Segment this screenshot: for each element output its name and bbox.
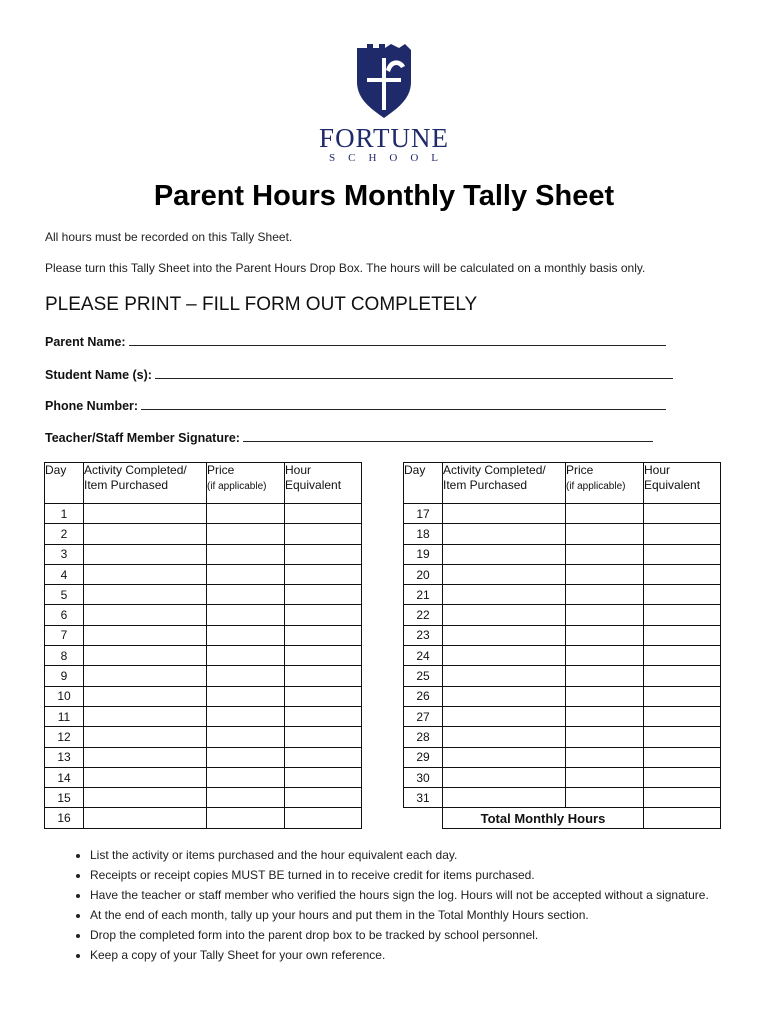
hour-cell[interactable] <box>285 788 362 808</box>
hour-cell[interactable] <box>644 747 721 767</box>
hour-cell[interactable] <box>285 747 362 767</box>
table-row <box>45 646 362 666</box>
activity-cell[interactable] <box>84 524 207 544</box>
table-row <box>45 686 362 706</box>
price-cell[interactable] <box>207 767 285 787</box>
shield-icon <box>355 44 413 118</box>
list-item: • At the end of each month, tally up your hours and put them in the Total Monthly Hours section. <box>90 905 740 925</box>
hour-cell[interactable] <box>644 504 721 524</box>
price-cell[interactable] <box>207 524 285 544</box>
table-row <box>45 524 362 544</box>
table-row <box>45 605 362 625</box>
parent-name-label: Parent Name: <box>45 335 126 349</box>
table-header-row <box>404 463 721 504</box>
price-cell[interactable] <box>566 747 644 767</box>
hour-cell[interactable] <box>285 605 362 625</box>
signature-field[interactable] <box>45 429 653 445</box>
price-cell[interactable] <box>566 605 644 625</box>
table-row <box>45 544 362 564</box>
hour-cell[interactable] <box>285 686 362 706</box>
day-number-cell: 6 <box>45 605 84 625</box>
price-cell[interactable] <box>566 524 644 544</box>
activity-cell[interactable] <box>443 524 566 544</box>
hour-cell[interactable] <box>285 524 362 544</box>
day-number-cell: 28 <box>404 727 443 747</box>
day-number-cell: 27 <box>404 706 443 726</box>
price-cell[interactable] <box>566 767 644 787</box>
price-cell[interactable] <box>207 747 285 767</box>
hour-cell[interactable] <box>644 767 721 787</box>
hour-cell[interactable] <box>285 504 362 524</box>
hour-cell[interactable] <box>285 544 362 564</box>
student-name-field[interactable] <box>45 366 673 382</box>
day-number-cell: 17 <box>404 504 443 524</box>
list-item: • Keep a copy of your Tally Sheet for your own reference. <box>90 945 740 965</box>
price-cell[interactable] <box>566 625 644 645</box>
activity-cell[interactable] <box>443 727 566 747</box>
day-number-cell: 23 <box>404 625 443 645</box>
table-row <box>404 585 721 605</box>
price-cell[interactable] <box>207 788 285 808</box>
activity-cell[interactable] <box>84 625 207 645</box>
intro-text-2: Please turn this Tally Sheet into the Parent Hours Drop Box. The hours will be calculated on a monthly basis only. <box>45 261 646 275</box>
activity-cell[interactable] <box>443 706 566 726</box>
table-header-row <box>45 463 362 504</box>
day-number-cell: 18 <box>404 524 443 544</box>
total-row <box>404 808 721 828</box>
hour-cell[interactable] <box>285 564 362 584</box>
price-cell[interactable] <box>207 646 285 666</box>
activity-header: Activity Completed/ Item Purchased <box>84 463 207 504</box>
phone-number-line[interactable] <box>141 397 666 410</box>
table-row <box>45 808 362 828</box>
activity-cell[interactable] <box>443 585 566 605</box>
logo-subtitle: SCHOOL <box>328 152 451 164</box>
activity-cell[interactable] <box>443 788 566 808</box>
day-number-cell: 19 <box>404 544 443 564</box>
day-number-cell: 14 <box>45 767 84 787</box>
hour-cell[interactable] <box>285 585 362 605</box>
hour-cell[interactable] <box>644 605 721 625</box>
day-number-cell: 12 <box>45 727 84 747</box>
price-cell[interactable] <box>566 706 644 726</box>
day-number-cell: 4 <box>45 564 84 584</box>
table-row <box>404 747 721 767</box>
student-name-line[interactable] <box>155 366 673 379</box>
day-number-cell: 15 <box>45 788 84 808</box>
price-cell[interactable] <box>566 504 644 524</box>
table-row <box>45 747 362 767</box>
day-number-cell: 22 <box>404 605 443 625</box>
price-cell[interactable] <box>207 666 285 686</box>
day-number-cell: 25 <box>404 666 443 686</box>
parent-name-line[interactable] <box>129 333 666 346</box>
table-row <box>404 544 721 564</box>
hour-cell[interactable] <box>644 666 721 686</box>
table-row <box>404 767 721 787</box>
price-header: Price (if applicable) <box>207 463 285 504</box>
price-cell[interactable] <box>207 625 285 645</box>
table-row <box>45 727 362 747</box>
day-number-cell: 11 <box>45 706 84 726</box>
day-header: Day <box>404 463 443 504</box>
activity-cell[interactable] <box>84 686 207 706</box>
day-number-cell: 1 <box>45 504 84 524</box>
logo-name: FORTUNE <box>319 123 449 153</box>
table-row <box>45 625 362 645</box>
activity-cell[interactable] <box>84 504 207 524</box>
table-row <box>404 686 721 706</box>
table-row <box>45 564 362 584</box>
hour-cell[interactable] <box>644 686 721 706</box>
day-number-cell: 13 <box>45 747 84 767</box>
day-number-cell: 30 <box>404 767 443 787</box>
hour-cell[interactable] <box>644 524 721 544</box>
day-number-cell: 10 <box>45 686 84 706</box>
tally-table-left <box>44 462 362 829</box>
day-number-cell: 21 <box>404 585 443 605</box>
table-row <box>404 504 721 524</box>
day-number-cell: 26 <box>404 686 443 706</box>
day-number-cell: 16 <box>45 808 84 828</box>
price-cell[interactable] <box>207 686 285 706</box>
page-title: Parent Hours Monthly Tally Sheet <box>153 180 615 212</box>
parent-name-field[interactable] <box>45 333 666 349</box>
activity-cell[interactable] <box>84 706 207 726</box>
hour-cell[interactable] <box>644 585 721 605</box>
price-cell[interactable] <box>566 788 644 808</box>
hour-cell[interactable] <box>285 727 362 747</box>
activity-cell[interactable] <box>84 808 207 828</box>
table-row <box>45 706 362 726</box>
day-number-cell: 5 <box>45 585 84 605</box>
activity-cell[interactable] <box>443 544 566 564</box>
activity-cell[interactable] <box>84 564 207 584</box>
price-cell[interactable] <box>566 544 644 564</box>
activity-cell[interactable] <box>443 666 566 686</box>
price-cell[interactable] <box>207 727 285 747</box>
table-row <box>404 564 721 584</box>
price-cell[interactable] <box>566 686 644 706</box>
day-number-cell: 29 <box>404 747 443 767</box>
list-item: • Have the teacher or staff member who verified the hours sign the log. Hours will not be accepted without a signature. <box>90 885 740 905</box>
price-cell[interactable] <box>207 564 285 584</box>
price-cell[interactable] <box>207 605 285 625</box>
price-cell[interactable] <box>207 504 285 524</box>
day-number-cell: 8 <box>45 646 84 666</box>
table-row <box>404 666 721 686</box>
day-number-cell: 31 <box>404 788 443 808</box>
phone-number-label: Phone Number: <box>45 399 139 413</box>
hour-cell[interactable] <box>285 625 362 645</box>
table-row <box>45 666 362 686</box>
list-item: • Drop the completed form into the parent drop box to be tracked by school personnel. <box>90 925 740 945</box>
tally-table-right <box>403 462 721 829</box>
hour-cell[interactable] <box>644 544 721 564</box>
activity-cell[interactable] <box>443 686 566 706</box>
activity-cell[interactable] <box>443 646 566 666</box>
table-row <box>404 605 721 625</box>
price-cell[interactable] <box>566 727 644 747</box>
day-number-cell: 7 <box>45 625 84 645</box>
price-cell[interactable] <box>566 585 644 605</box>
table-row <box>45 767 362 787</box>
table-row <box>404 788 721 808</box>
activity-cell[interactable] <box>84 747 207 767</box>
activity-cell[interactable] <box>84 544 207 564</box>
price-cell[interactable] <box>566 564 644 584</box>
table-row <box>404 625 721 645</box>
hour-cell[interactable] <box>644 646 721 666</box>
activity-cell[interactable] <box>443 767 566 787</box>
activity-header: Activity Completed/ Item Purchased <box>443 463 566 504</box>
day-number-cell: 24 <box>404 646 443 666</box>
list-item: • Receipts or receipt copies MUST BE turned in to receive credit for items purchased. <box>90 865 740 885</box>
total-blank-cell <box>404 808 443 828</box>
activity-cell[interactable] <box>84 666 207 686</box>
price-cell[interactable] <box>207 706 285 726</box>
activity-cell[interactable] <box>84 605 207 625</box>
signature-label: Teacher/Staff Member Signature: <box>45 431 240 445</box>
activity-cell[interactable] <box>443 504 566 524</box>
activity-cell[interactable] <box>84 727 207 747</box>
print-instruction-heading: PLEASE PRINT – FILL FORM OUT COMPLETELY <box>45 294 478 315</box>
activity-cell[interactable] <box>443 564 566 584</box>
day-number-cell: 20 <box>404 564 443 584</box>
hour-cell[interactable] <box>285 646 362 666</box>
hour-cell[interactable] <box>644 727 721 747</box>
table-row <box>45 585 362 605</box>
activity-cell[interactable] <box>84 767 207 787</box>
hour-cell[interactable] <box>285 767 362 787</box>
price-cell[interactable] <box>207 585 285 605</box>
activity-cell[interactable] <box>443 625 566 645</box>
student-name-label: Student Name (s): <box>45 368 152 382</box>
activity-cell[interactable] <box>443 605 566 625</box>
list-item: • List the activity or items purchased and the hour equivalent each day. <box>90 845 740 865</box>
hour-cell[interactable] <box>644 625 721 645</box>
day-header: Day <box>45 463 84 504</box>
hour-header: Hour Equivalent <box>285 463 362 504</box>
total-hours-cell[interactable] <box>644 808 721 828</box>
hour-cell[interactable] <box>644 564 721 584</box>
total-monthly-hours-label: Total Monthly Hours <box>443 808 644 828</box>
hour-cell[interactable] <box>285 808 362 828</box>
price-cell[interactable] <box>207 544 285 564</box>
table-row <box>404 646 721 666</box>
activity-cell[interactable] <box>84 788 207 808</box>
price-cell[interactable] <box>566 666 644 686</box>
day-number-cell: 3 <box>45 544 84 564</box>
table-row <box>45 788 362 808</box>
price-cell[interactable] <box>566 646 644 666</box>
price-cell[interactable] <box>207 808 285 828</box>
intro-text-1: All hours must be recorded on this Tally Sheet. <box>45 230 293 244</box>
table-row <box>45 504 362 524</box>
school-logo <box>0 44 768 164</box>
activity-cell[interactable] <box>84 585 207 605</box>
hour-header: Hour Equivalent <box>644 463 721 504</box>
hour-cell[interactable] <box>285 706 362 726</box>
table-row <box>404 524 721 544</box>
activity-cell[interactable] <box>443 747 566 767</box>
day-number-cell: 9 <box>45 666 84 686</box>
phone-number-field[interactable] <box>45 397 666 413</box>
hour-cell[interactable] <box>644 788 721 808</box>
hour-cell[interactable] <box>644 706 721 726</box>
table-row <box>404 727 721 747</box>
instructions-list <box>62 845 740 965</box>
hour-cell[interactable] <box>285 666 362 686</box>
table-row <box>404 706 721 726</box>
signature-line[interactable] <box>243 429 653 442</box>
price-header: Price (if applicable) <box>566 463 644 504</box>
day-number-cell: 2 <box>45 524 84 544</box>
activity-cell[interactable] <box>84 646 207 666</box>
